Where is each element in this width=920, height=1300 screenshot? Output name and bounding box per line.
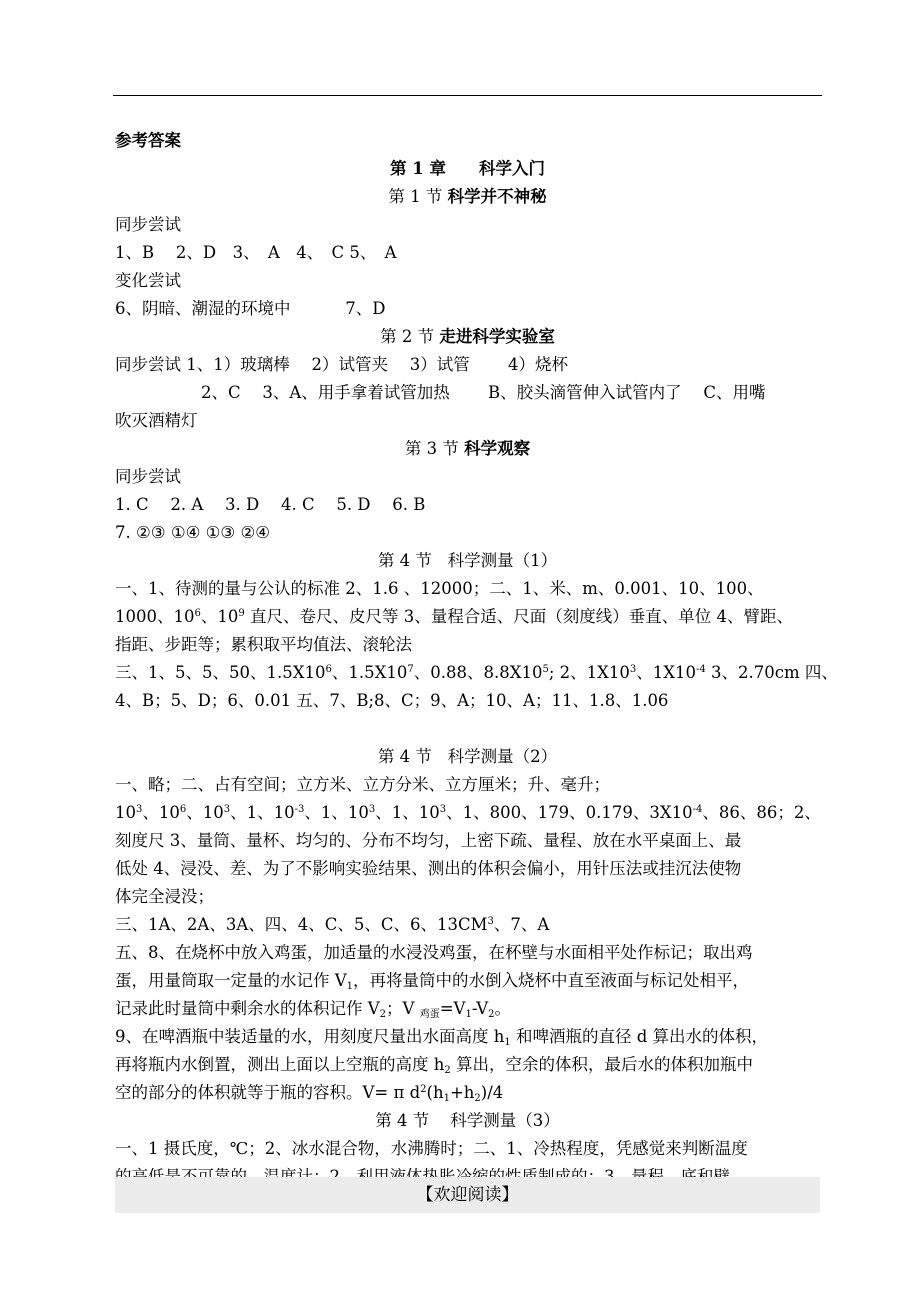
superscript: 2 [420, 1084, 427, 1095]
answer-line [115, 1023, 820, 1051]
text-run: 、1、10 [230, 803, 295, 822]
answer-line: 一、1、待测的量与公认的标准 2、1.6 、12000；二、1、米、m、0.001、10、100、 [115, 579, 764, 598]
section-label: 第 1 节 [388, 187, 443, 206]
spacer [115, 715, 820, 743]
text-run: 三、1、5、5、50、1.5X10 [115, 663, 326, 682]
section-label: 第 3 节 [404, 439, 459, 458]
section-name: 科学并不神秘 [447, 187, 547, 206]
section-label: 第 4 节 [377, 747, 432, 766]
answer-line: 6、阴暗、潮湿的环境中 7、D [115, 299, 386, 318]
answer-line: 吹灭酒精灯 [115, 411, 198, 430]
subscript: 2 [379, 1009, 387, 1020]
answer-line: 1. C 2. A 3. D 4. C 5. D 6. B [115, 495, 426, 514]
section-name: 走进科学实验室 [439, 327, 555, 346]
text-run: 、1X10 [636, 663, 696, 682]
text-run: 1000、10 [115, 607, 195, 626]
superscript: 3 [629, 664, 637, 675]
answer-line [115, 1051, 820, 1079]
answer-line: 体完全浸没； [115, 887, 214, 906]
text-run: 、10 [200, 607, 239, 626]
text-run: (h [426, 1083, 444, 1102]
subscript: 鸡蛋 [419, 1009, 440, 1020]
text-run: -V [471, 999, 489, 1018]
text-run: 、10 [142, 803, 180, 822]
section-label: 第 2 节 [380, 327, 435, 346]
footer-banner: 【欢迎阅读】 [115, 1177, 820, 1213]
superscript: 3 [368, 804, 376, 815]
answer-line [115, 799, 820, 827]
subscript: 1 [504, 1037, 511, 1048]
section-4b-heading [115, 743, 820, 771]
answer-line: 一、略；二、占有空间；立方米、立方分米、立方厘米；升、毫升； [115, 775, 610, 794]
superscript: 3 [136, 804, 143, 815]
superscript: 7 [407, 664, 414, 675]
text-run: 、0.88、8.8X10 [413, 663, 543, 682]
answer-line: 低处 4、浸没、差、为了不影响实验结果、测出的体积会偏小，用针压法或挂沉法使物 [115, 859, 742, 878]
answer-line: 刻度尺 3、量筒、量杯、均匀的、分布不均匀，上密下疏、量程、放在水平桌面上、最 [115, 831, 742, 850]
superscript: 3 [487, 916, 494, 927]
text-run: ; 2、1X10 [548, 663, 630, 682]
superscript: 3 [223, 804, 231, 815]
text-run: ，再将量筒中的水倒入烧杯中直至液面与标记处相平， [353, 971, 750, 990]
section-name: 科学观察 [464, 439, 531, 458]
text-run: 蛋，用量筒取一定量的水记作 V [115, 971, 347, 990]
superscript: 6 [179, 804, 187, 815]
answer-line: 五、8、在烧杯中放入鸡蛋，加适量的水浸没鸡蛋，在杯壁与水面相平处作标记；取出鸡 [115, 943, 753, 962]
answer-line: 2、C 3、A、用手拿着试管加热 B、胶头滴管伸入试管内了 C、用嘴 [201, 383, 766, 402]
text-run: 、7、A [493, 915, 550, 934]
subscript: 2 [474, 1093, 481, 1104]
text-run: 和啤酒瓶的直径 d 算出水的体积， [510, 1027, 769, 1046]
subscript: 1 [465, 1009, 472, 1020]
section-name: 科学测量（3） [450, 1111, 560, 1130]
chapter-heading: 第 1 章 科学入门 [390, 159, 545, 178]
section-2-heading [115, 323, 820, 351]
page-title: 参考答案 [115, 131, 181, 150]
section-3-heading [115, 435, 820, 463]
text-run: ；V [386, 999, 420, 1018]
superscript: 6 [194, 608, 201, 619]
section-1-heading [115, 183, 820, 211]
answer-line [115, 603, 820, 631]
answer-line [115, 1079, 820, 1107]
section-name: 科学测量（2） [447, 747, 558, 766]
text-run: =V [439, 999, 466, 1018]
section-name: 科学测量（1） [447, 551, 558, 570]
superscript: -4 [696, 664, 706, 675]
section-label: 第 4 节 [375, 1111, 430, 1130]
answer-line: 指距、步距等；累积取平均值法、滚轮法 [115, 635, 412, 654]
text-run: 10 [115, 803, 136, 822]
text-run: )/4 [480, 1083, 504, 1102]
answer-line: 一、1 摄氏度，℃；2、冰水混合物，水沸腾时；二、1、冷热程度，凭感觉来判断温度 [115, 1139, 748, 1158]
text-run: 三、1A、2A、3A、四、4、C、5、C、6、13CM [115, 915, 488, 934]
superscript: -4 [692, 804, 703, 815]
subscript: 2 [488, 1009, 495, 1020]
text-run: +h [449, 1083, 475, 1102]
text-run: 再将瓶内水倒置，测出上面以上空瓶的高度 h [115, 1055, 445, 1074]
answer-line: 同步尝试 1、1）玻璃棒 2）试管夹 3）试管 4）烧杯 [115, 355, 568, 374]
subscript: 2 [444, 1065, 451, 1076]
subscript: 1 [346, 981, 354, 992]
text-run: 算出，空余的体积，最后水的体积加瓶中 [450, 1055, 753, 1074]
section-4a-heading [115, 547, 820, 575]
answer-line: 7. ②③ ①④ ①③ ②④ [115, 523, 271, 542]
answer-line [115, 659, 838, 687]
text-run: 、1.5X10 [331, 663, 408, 682]
text-run: 、1、10 [304, 803, 369, 822]
answer-line [115, 967, 820, 995]
text-run: 。 [494, 999, 512, 1018]
answer-line [115, 995, 820, 1023]
subheading: 同步尝试 [115, 467, 181, 486]
text-run: 、1、800、179、0.179、3X10 [446, 803, 693, 822]
subscript: 1 [443, 1093, 450, 1104]
superscript: 6 [325, 664, 332, 675]
superscript: 9 [238, 608, 245, 619]
subheading: 变化尝试 [115, 271, 181, 290]
text-run: 3、2.70cm 四、 [705, 663, 838, 682]
answer-document [115, 127, 838, 1191]
text-run: 直尺、卷尺、皮尺等 3、量程合适、尺面（刻度线）垂直、单位 4、臂距、 [244, 607, 793, 626]
text-run: 、1、10 [375, 803, 440, 822]
text-run: 记录此时量筒中剩余水的体积记作 V [115, 999, 380, 1018]
text-run: 、10 [186, 803, 224, 822]
answer-line [115, 911, 820, 939]
section-4c-heading [115, 1107, 820, 1135]
text-run: 空的部分的体积就等于瓶的容积。V= π d [115, 1083, 421, 1102]
superscript: -3 [294, 804, 305, 815]
top-rule [113, 95, 822, 96]
section-label: 第 4 节 [377, 551, 432, 570]
text-run: 、86、86；2、 [702, 803, 821, 822]
text-run: 9、在啤酒瓶中装适量的水，用刻度尺量出水面高度 h [115, 1027, 505, 1046]
subheading: 同步尝试 [115, 215, 181, 234]
superscript: 5 [542, 664, 549, 675]
answer-line: 1、B 2、D 3、 A 4、 C 5、 A [115, 243, 397, 262]
answer-line: 4、B；5、D；6、0.01 五、7、B;8、C；9、A；10、A；11、1.8、1.06 [115, 691, 669, 710]
superscript: 3 [439, 804, 447, 815]
